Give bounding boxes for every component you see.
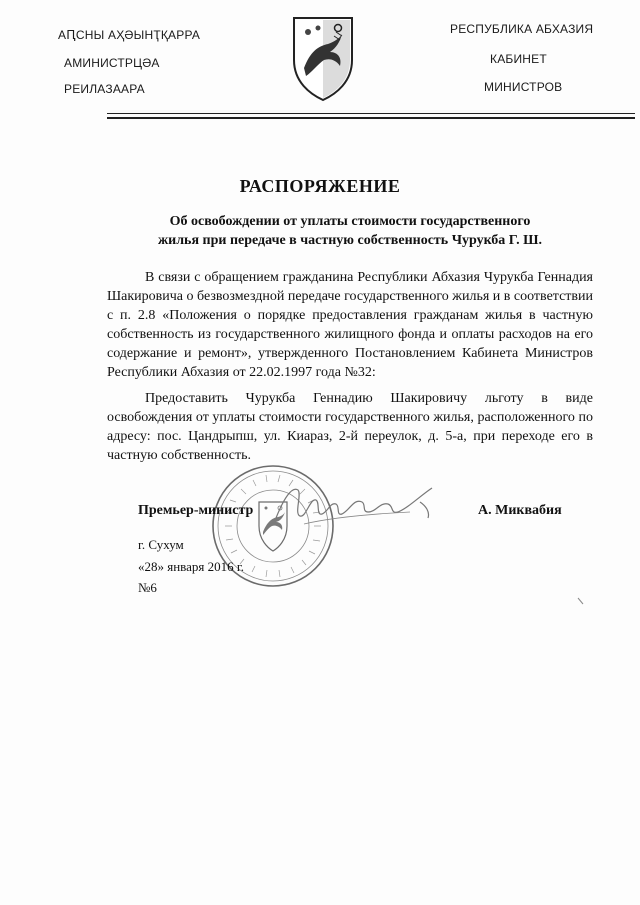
header-right-line-2: КАБИНЕТ: [490, 52, 547, 66]
issue-city: г. Сухум: [138, 537, 184, 552]
document-title: РАСПОРЯЖЕНИЕ: [239, 176, 401, 196]
document-number: №6: [138, 580, 157, 595]
header-left-line-1: АԤСНЫ АҲӘЫНҬҚАРРА: [58, 28, 201, 42]
coat-of-arms-icon: [288, 12, 358, 102]
document-subtitle: [100, 212, 600, 250]
header-right-line-1: РЕСПУБЛИКА АБХАЗИЯ: [450, 22, 594, 36]
subtitle-line-2: жилья при передаче в частную собственность Чурукба Г. Ш.: [157, 233, 542, 248]
paragraph-decision-text: Предоставить Чурукба Геннадию Шакировичу льготу в виде освобождения от уплаты стоимости государственного жилья, расположенного по адресу: пос. Цандрыпш, ул. Киараз, 2-й переулок, д. 5-а, при переходе его в частную собственность.: [107, 391, 593, 463]
header-right-line-3: МИНИСТРОВ: [484, 80, 563, 94]
paragraph-reason: [107, 268, 593, 382]
header-rule-bottom: [107, 117, 635, 119]
paragraph-reason-text: В связи с обращением гражданина Республики Абхазия Чурукба Геннадия Шакировича о безвозмездной передаче государственного жилья и в соответствии с п. 2.8 «Положения о порядке предоставления гражданам жилья в частную собственность из государственного жилищного фонда и оплаты расходов на его содержание и ремонт», утвержденного Постановлением Кабинета Министров Республики Абхазия от 22.02.1997 года №32:: [107, 270, 593, 380]
issue-date: «28» января 2016 г.: [138, 559, 245, 574]
paragraph-decision: [107, 389, 593, 465]
signer-name: А. Миквабия: [478, 503, 562, 518]
signer-position: Премьер-министр: [138, 503, 254, 518]
subtitle-line-1: Об освобождении от уплаты стоимости государственного: [169, 214, 531, 229]
handwritten-signature: [270, 478, 450, 538]
header-left-line-3: РЕИЛАЗААРА: [64, 82, 145, 96]
header-rule-top: [107, 113, 635, 114]
header-left-line-2: АМИНИСТРЦӘА: [64, 56, 160, 70]
